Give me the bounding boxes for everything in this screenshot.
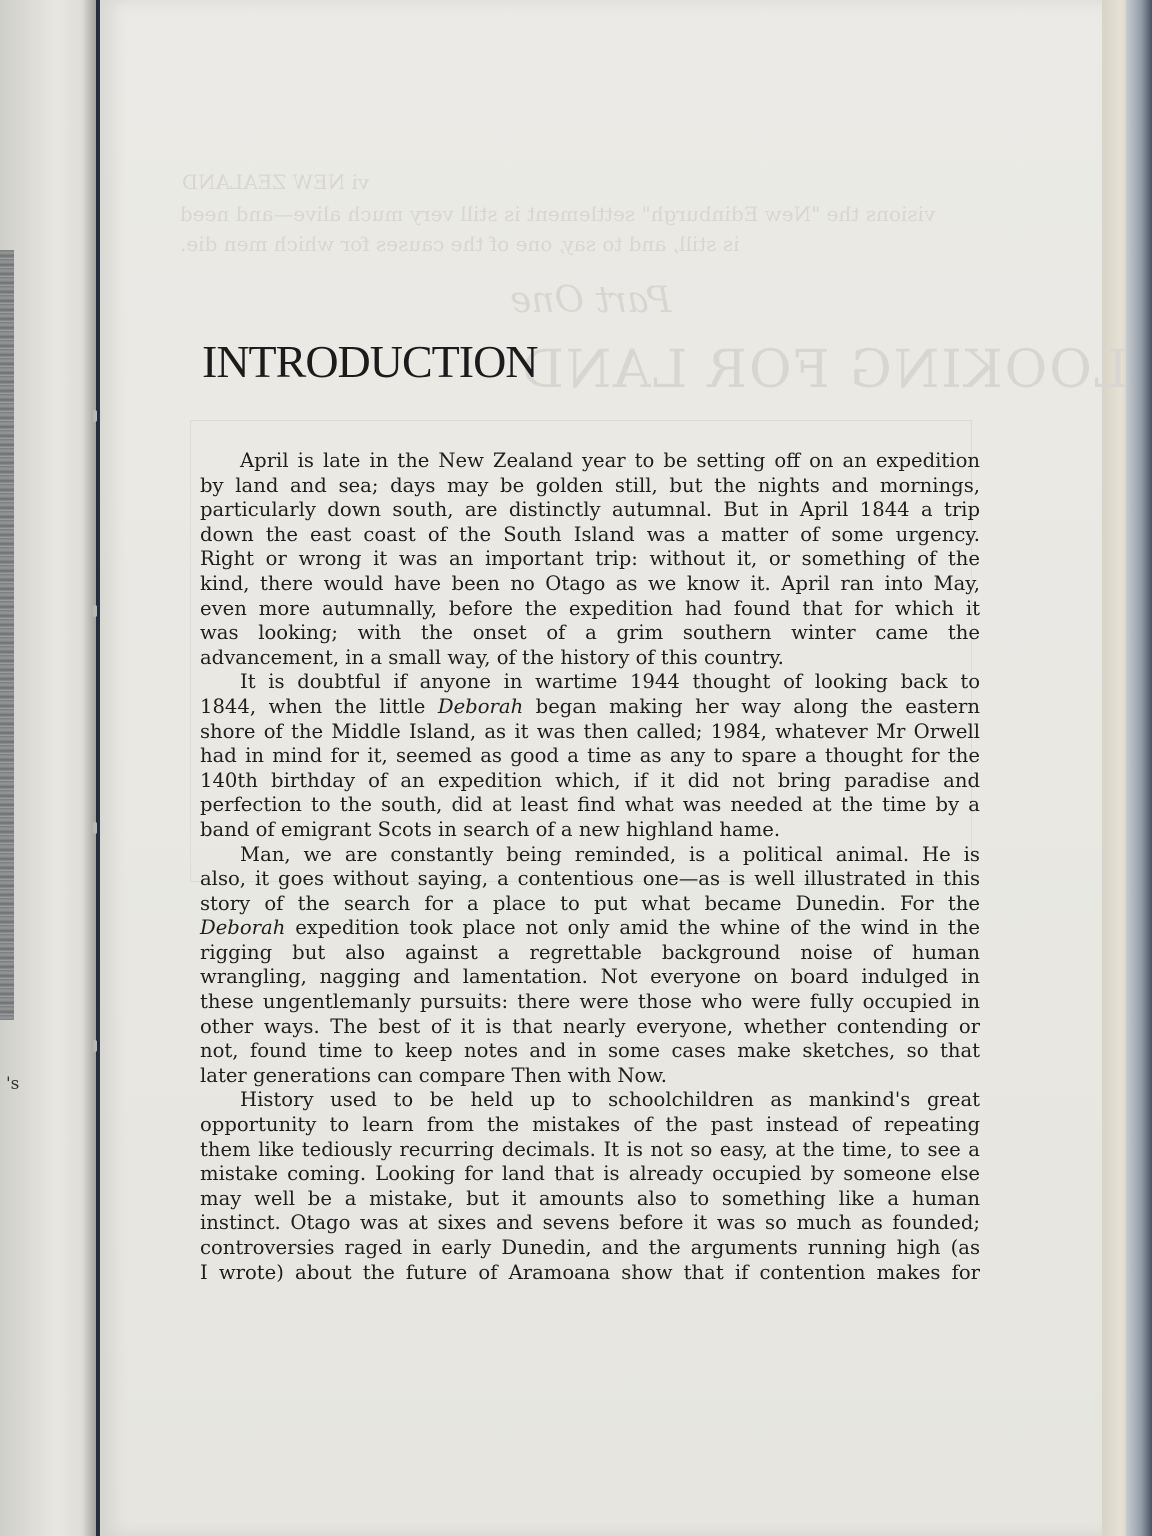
text-line: Deborah expedition took place not only amid the whine of the wind in the xyxy=(200,916,980,940)
text-line: Man, we are constantly being reminded, is a political animal. He is xyxy=(240,842,980,866)
text-line: down the east coast of the South Island was a matter of some urgency. xyxy=(200,522,980,546)
text-line: later generations can compare Then with Now. xyxy=(200,1063,668,1087)
text-line: rigging but also against a regrettable background noise of human xyxy=(200,940,980,964)
left-page-illustration-edge xyxy=(0,250,14,1020)
text-line: not, found time to keep notes and in some cases make sketches, so that xyxy=(200,1039,980,1063)
binding-stitch xyxy=(93,410,97,422)
paragraph xyxy=(200,843,980,1089)
paragraph xyxy=(200,670,980,842)
text-line: opportunity to learn from the mistakes of the past instead of repeating xyxy=(200,1113,980,1137)
text-line: other ways. The best of it is that nearly everyone, whether contending or xyxy=(200,1014,980,1038)
text-line: story of the search for a place to put what became Dunedin. For the xyxy=(200,891,980,915)
text-line: advancement, in a small way, of the history of this country. xyxy=(200,645,784,669)
binding-stitch xyxy=(93,605,97,617)
text-line: 140th birthday of an expedition which, if it did not bring paradise and xyxy=(200,768,980,792)
show-through-text: Part One xyxy=(510,280,672,321)
text-line: 1844, when the little Deborah began making her way along the eastern xyxy=(200,694,981,718)
book-page xyxy=(100,0,1129,1536)
text-line: also, it goes without saying, a contentious one—as is well illustrated in this xyxy=(200,867,980,891)
cover-edge xyxy=(1126,0,1152,1536)
text-line: was looking; with the onset of a grim southern winter came the xyxy=(200,621,980,645)
text-line: shore of the Middle Island, as it was then called; 1984, whatever Mr Orwell xyxy=(200,719,980,743)
body-text xyxy=(200,449,980,1285)
show-through-text: is still, and to say, one of the causes for which men die. xyxy=(180,232,740,256)
text-line: Right or wrong it was an important trip: without it, or something of the xyxy=(200,547,980,571)
text-line: I wrote) about the future of Aramoana show that if contention makes for xyxy=(200,1260,980,1284)
text-line: April is late in the New Zealand year to be setting off on an expedition xyxy=(240,449,980,472)
italic-ship-name: Deborah xyxy=(200,916,286,940)
left-page-caption-fragment: 's xyxy=(6,1074,20,1094)
text-line: kind, there would have been no Otago as we know it. April ran into May, xyxy=(200,571,980,595)
binding-stitch xyxy=(93,1040,97,1052)
text-line: had in mind for it, seemed as good a time as any to spare a thought for the xyxy=(200,744,980,768)
show-through-text: visions the "New Edinburgh" settlement is still very much alive—and need xyxy=(180,202,936,226)
text-line: particularly down south, are distinctly autumnal. But in April 1844 a trip xyxy=(200,498,980,522)
text-line: these ungentlemanly pursuits: there were those who were fully occupied in xyxy=(200,990,980,1014)
show-through-text: LOOKING FOR LAND xyxy=(520,340,1129,400)
text-line: History used to be held up to schoolchildren as mankind's great xyxy=(240,1088,980,1112)
show-through-text: vi NEW ZEALAND xyxy=(182,170,370,194)
text-line: may well be a mistake, but it amounts also to something like a human xyxy=(200,1186,980,1210)
text-line: wrangling, nagging and lamentation. Not everyone on board indulged in xyxy=(200,965,980,989)
text-line: instinct. Otago was at sixes and sevens before it was so much as founded; xyxy=(200,1211,980,1235)
text-line: them like tediously recurring decimals. It is not so easy, at the time, to see a xyxy=(200,1137,980,1161)
text-line: band of emigrant Scots in search of a new highland hame. xyxy=(200,817,781,841)
text-line: mistake coming. Looking for land that is already occupied by someone else xyxy=(200,1162,980,1186)
paragraph xyxy=(200,449,980,670)
page-stack-edge xyxy=(1100,0,1152,1536)
page-title: INTRODUCTION xyxy=(202,336,538,387)
text-line: even more autumnally, before the expedition had found that for which it xyxy=(200,596,980,620)
text-line: controversies raged in early Dunedin, and the arguments running high (as xyxy=(200,1236,980,1259)
italic-ship-name: Deborah xyxy=(437,694,524,718)
text-line: by land and sea; days may be golden still, but the nights and mornings, xyxy=(200,473,980,497)
text-line: It is doubtful if anyone in wartime 1944 thought of looking back to xyxy=(240,670,980,694)
text-line: perfection to the south, did at least find what was needed at the time by a xyxy=(200,793,980,817)
paragraph xyxy=(200,1088,980,1285)
binding-stitch xyxy=(93,822,97,834)
